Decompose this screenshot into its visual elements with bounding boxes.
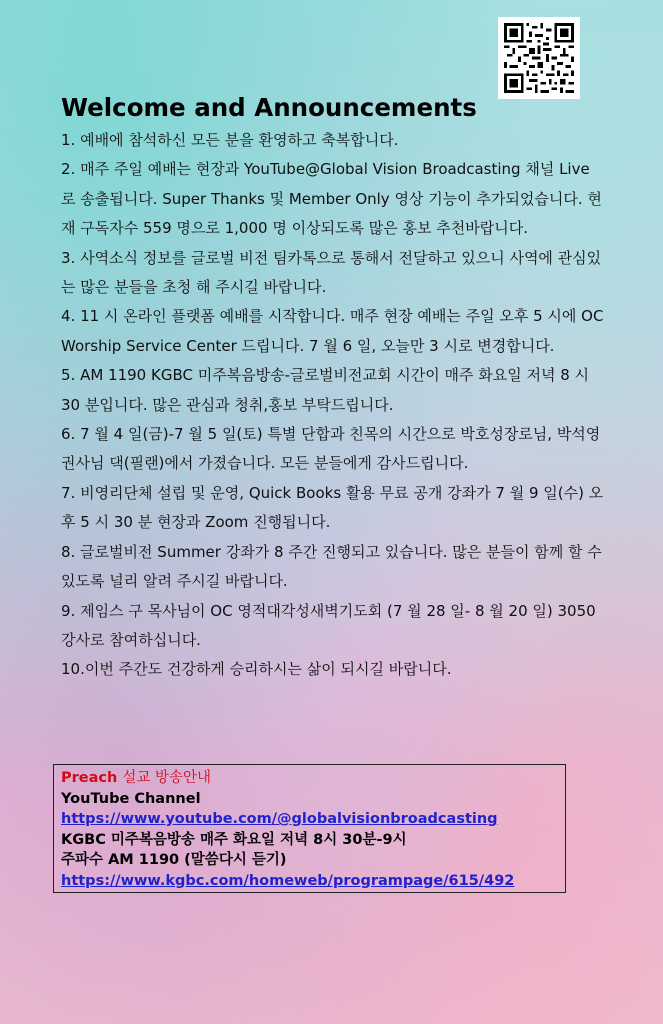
preach-subtitle: 설교 방송안내 bbox=[122, 770, 212, 786]
youtube-link[interactable]: https://www.youtube.com/@globalvisionbroadcasting bbox=[61, 811, 498, 827]
frequency-info: 주파수 AM 1190 (말씀다시 듣기) bbox=[61, 852, 287, 868]
preach-label: Preach bbox=[61, 770, 118, 786]
announcement-item: 7. 비영리단체 설립 및 운영, Quick Books 활용 무료 공개 강좌가 7 월 9 일(수) 오후 5 시 30 분 현장과 Zoom 진행됩니다. bbox=[61, 483, 604, 532]
announcement-item: 8. 글로벌비전 Summer 강좌가 8 주간 진행되고 있습니다. 많은 분들이 함께 할 수 있도록 널리 알려 주시길 바랍니다. bbox=[61, 542, 602, 591]
kgbc-link[interactable]: https://www.kgbc.com/homeweb/programpage/615/492 bbox=[61, 872, 515, 889]
preach-info-box bbox=[53, 764, 566, 893]
announcement-item: 2. 매주 주일 예배는 현장과 YouTube@Global Vision Broadcasting 채널 Live 로 송출됩니다. Super Thanks 및 Member Only 영상 기능이 추가되었습니다. 현재 구독자수 559 명으로 1,000 명 이상되도록 많은 홍보 추천바랍니다. bbox=[61, 160, 602, 238]
announcement-item: 5. AM 1190 KGBC 미주복음방송-글로벌비전교회 시간이 매주 화요일 저녁 8 시 30 분입니다. 많은 관심과 청취,홍보 부탁드립니다. bbox=[61, 366, 590, 414]
announcement-item: 4. 11 시 온라인 플랫폼 예배를 시작합니다. 매주 현장 예배는 주일 오후 5 시에 OC Worship Service Center 드립니다. 7 월 6 일, 오늘만 3 시로 변경합니다. bbox=[61, 307, 604, 355]
preach-heading bbox=[61, 768, 558, 789]
announcement-item: 1. 예배에 참석하신 모든 분을 환영하고 축복합니다. bbox=[61, 131, 399, 149]
announcement-item: 6. 7 월 4 일(금)-7 월 5 일(토) 특별 단합과 친목의 시간으로 박호성장로님, 박석영권사님 댁(필랜)에서 가졌습니다. 모든 분들에게 감사드립니다. bbox=[61, 425, 601, 473]
kgbc-schedule: KGBC 미주복음방송 매주 화요일 저녁 8시 30분-9시 bbox=[61, 831, 407, 848]
announcement-list bbox=[61, 126, 606, 685]
announcement-item: 3. 사역소식 정보를 글로벌 비전 팀카톡으로 통해서 전달하고 있으니 사역에 관심있는 많은 분들을 초청 해 주시길 바랍니다. bbox=[61, 248, 602, 297]
qr-code-icon bbox=[504, 23, 574, 93]
qr-code[interactable] bbox=[498, 17, 580, 99]
youtube-label: YouTube Channel bbox=[61, 790, 201, 807]
page-title: Welcome and Announcements bbox=[61, 93, 477, 122]
announcement-item: 10.이번 주간도 건강하게 승리하시는 삶이 되시길 바랍니다. bbox=[61, 660, 452, 679]
announcement-item: 9. 제임스 구 목사님이 OC 영적대각성새벽기도회 (7 월 28 일- 8 월 20 일) 3050 강사로 참여하십니다. bbox=[61, 601, 596, 649]
